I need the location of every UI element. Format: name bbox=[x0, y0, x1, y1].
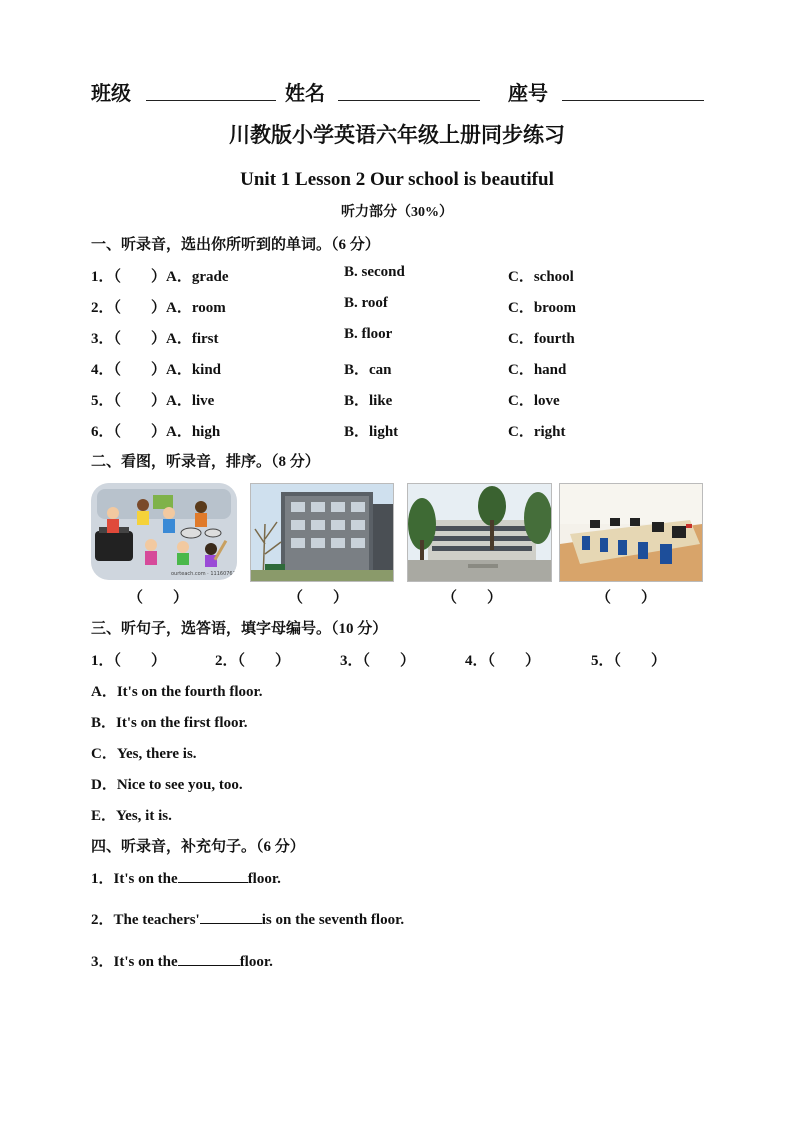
lesson-subtitle: Unit 1 Lesson 2 Our school is beautiful bbox=[240, 169, 554, 190]
music-room-illustration bbox=[91, 483, 237, 580]
picture-2-bracket[interactable]: （ ） bbox=[288, 590, 349, 606]
s4-sentence-3-before: 3．It's on the bbox=[91, 954, 178, 970]
s4-blank-1[interactable] bbox=[178, 868, 248, 883]
worksheet-title: 川教版小学英语六年级上册同步练习 bbox=[229, 123, 565, 147]
section4-heading: 四、听录音，补充句子。（6 分） bbox=[91, 839, 305, 855]
s3-answer-e: E．Yes, it is. bbox=[91, 808, 172, 824]
s1-item-1-c: C．school bbox=[508, 269, 574, 285]
s1-item-1-a: 1．（ ）A．grade bbox=[91, 269, 229, 285]
s3-answer-b: B．It's on the first floor. bbox=[91, 715, 248, 731]
s1-item-2-b: B. roof bbox=[344, 295, 388, 311]
seat-blank[interactable] bbox=[562, 100, 704, 101]
school-building-illustration bbox=[251, 484, 393, 581]
s1-item-6-a: 6．（ ）A．high bbox=[91, 424, 221, 440]
listening-part-label: 听力部分（30%） bbox=[341, 205, 453, 220]
s3-answer-c: C．Yes, there is. bbox=[91, 746, 197, 762]
s3-blank-2[interactable]: 2．（ ） bbox=[215, 653, 291, 669]
name-blank[interactable] bbox=[338, 100, 480, 101]
name-label: 姓名 bbox=[285, 83, 325, 105]
picture-4-bracket[interactable]: （ ） bbox=[596, 590, 657, 606]
s3-answer-a: A．It's on the fourth floor. bbox=[91, 684, 263, 700]
seat-label: 座号 bbox=[508, 83, 548, 105]
s3-blank-4[interactable]: 4．（ ） bbox=[465, 653, 541, 669]
s4-sentence-2-before: 2．The teachers' bbox=[91, 912, 200, 928]
picture-1-bracket[interactable]: （ ） bbox=[128, 590, 189, 606]
class-blank[interactable] bbox=[146, 100, 276, 101]
s4-sentence-2-after: is on the seventh floor. bbox=[261, 912, 405, 928]
school-courtyard-illustration bbox=[408, 484, 551, 581]
s1-item-4-a: 4．（ ）A．kind bbox=[91, 362, 222, 378]
s1-item-2-c: C．broom bbox=[508, 300, 577, 316]
s3-blank-5[interactable]: 5．（ ） bbox=[591, 653, 667, 669]
section2-heading: 二、看图，听录音，排序。（8 分） bbox=[91, 454, 320, 470]
s1-item-3-b: B. floor bbox=[344, 326, 393, 342]
s1-item-5-c: C．love bbox=[508, 393, 560, 409]
computer-room-picture bbox=[559, 483, 703, 582]
s1-item-3-c: C．fourth bbox=[508, 331, 575, 347]
s4-blank-3[interactable] bbox=[178, 951, 240, 966]
s3-blank-1[interactable]: 1．（ ） bbox=[91, 653, 167, 669]
s1-item-3-a: 3．（ ）A．first bbox=[91, 331, 219, 347]
s1-item-4-b: B．can bbox=[344, 362, 392, 378]
school-courtyard-picture bbox=[407, 483, 552, 582]
s1-item-2-a: 2．（ ）A．room bbox=[91, 300, 226, 316]
s1-item-5-a: 5．（ ）A．live bbox=[91, 393, 215, 409]
s1-item-4-c: C．hand bbox=[508, 362, 567, 378]
picture-watermark: ourteach.com · 11160761 bbox=[171, 571, 236, 577]
computer-room-illustration bbox=[560, 484, 702, 581]
s3-answer-d: D．Nice to see you, too. bbox=[91, 777, 243, 793]
s3-blank-3[interactable]: 3．（ ） bbox=[340, 653, 416, 669]
class-label: 班级 bbox=[91, 83, 131, 105]
s1-item-5-b: B．like bbox=[344, 393, 393, 409]
s1-item-1-b: B. second bbox=[344, 264, 405, 280]
music-room-picture bbox=[91, 483, 237, 580]
s4-sentence-1-after: floor. bbox=[247, 871, 281, 887]
s4-sentence-1 bbox=[91, 867, 281, 888]
section3-heading: 三、听句子，选答语，填字母编号。（10 分） bbox=[91, 621, 388, 637]
s4-sentence-2 bbox=[91, 908, 404, 929]
s4-sentence-3-after: floor. bbox=[239, 954, 273, 970]
s1-item-6-b: B．light bbox=[344, 424, 399, 440]
school-building-picture bbox=[250, 483, 394, 582]
section1-heading: 一、听录音，选出你所听到的单词。（6 分） bbox=[91, 237, 380, 253]
picture-3-bracket[interactable]: （ ） bbox=[442, 590, 503, 606]
s4-sentence-3 bbox=[91, 950, 273, 971]
s4-blank-2[interactable] bbox=[200, 909, 262, 924]
s4-sentence-1-before: 1．It's on the bbox=[91, 871, 178, 887]
s1-item-6-c: C．right bbox=[508, 424, 566, 440]
